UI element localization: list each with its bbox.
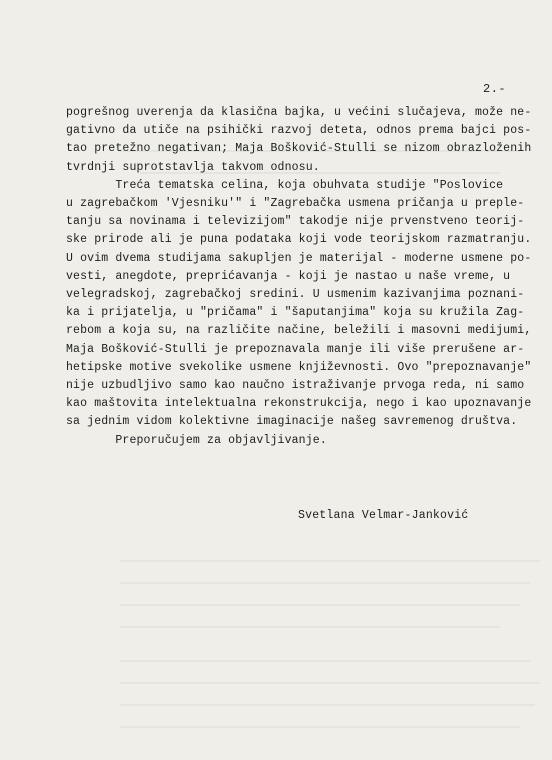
text-line: hetipske motive svekolike usmene književnosti. Ovo "prepoznavanje" bbox=[66, 360, 532, 374]
bleed-through-mark bbox=[120, 626, 500, 628]
text-line: velegradskoj, zagrebačkoj sredini. U usmenim kazivanjima poznani- bbox=[66, 288, 525, 302]
text-line: tao pretežno negativan; Maja Bošković-Stulli se nizom obrazloženih bbox=[66, 142, 532, 156]
text-line: Treća tematska celina, koja obuhvata studije "Poslovice bbox=[66, 178, 504, 192]
bleed-through-mark bbox=[120, 726, 520, 728]
text-line: nije uzbudljivo samo kao naučno istraživanje prvoga reda, ni samo bbox=[66, 379, 525, 393]
bleed-through-mark bbox=[120, 704, 535, 706]
body-text bbox=[66, 104, 540, 450]
text-line: vesti, anegdote, preprićavanja - koji je nastao u naše vreme, u bbox=[66, 269, 511, 283]
text-line: tvrdnji suprotstavlja takvom odnosu. bbox=[66, 160, 320, 174]
text-line: sa jednim vidom kolektivne imaginacije našeg savremenog društva. bbox=[66, 415, 518, 429]
text-line: Maja Bošković-Stulli je prepoznavala manje ili više prerušene ar- bbox=[66, 342, 525, 356]
bleed-through-mark bbox=[120, 682, 540, 684]
text-line: pogrešnog uverenja da klasična bajka, u većini slučajeva, može ne- bbox=[66, 106, 532, 119]
page-number: 2.- bbox=[483, 82, 507, 96]
text-line: u zagrebačkom 'Vjesniku'" i "Zagrebačka usmena pričanja u preple- bbox=[66, 197, 525, 211]
text-line: tanju sa novinama i televizijom" takodje nije prvenstveno teorij- bbox=[66, 215, 525, 229]
bleed-through-mark bbox=[120, 560, 540, 562]
signature-name: Svetlana Velmar-Janković bbox=[298, 509, 469, 522]
text-line: Preporučujem za objavljivanje. bbox=[66, 433, 327, 447]
bleed-through-mark bbox=[120, 660, 530, 662]
text-line: ske prirode ali je puna podataka koji vode teorijskom razmatranju. bbox=[66, 233, 532, 247]
bleed-through-mark bbox=[120, 604, 520, 606]
bleed-through-mark bbox=[120, 582, 530, 584]
text-line: gativno da utiče na psihički razvoj deteta, odnos prema bajci pos- bbox=[66, 124, 532, 138]
text-line: U ovim dvema studijama sakupljen je materijal - moderne usmene po- bbox=[66, 251, 532, 265]
text-line: kao maštovita intelektualna rekonstrukcija, nego i kao upoznavanje bbox=[66, 397, 532, 411]
text-line: rebom a koja su, na različite načine, beležili i masovni medijumi, bbox=[66, 324, 532, 338]
text-line: ka i prijatelja, u "pričama" i "šaputanjima" koja su kružila Zag- bbox=[66, 306, 525, 320]
